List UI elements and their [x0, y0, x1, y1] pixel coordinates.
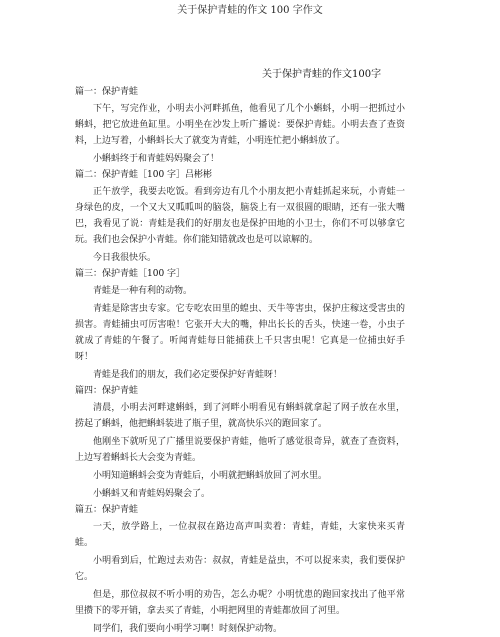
section-3 [75, 266, 405, 383]
section-4 [75, 383, 405, 502]
paragraph: 小蝌蚪又和青蛙妈妈聚会了。 [93, 489, 211, 499]
document-body [75, 84, 405, 637]
page-header: 关于保护青蛙的作文 100 字作文 [177, 5, 323, 16]
section-5 [75, 502, 405, 637]
paragraph: 青蛙是我们的朋友，我们必定要保护好青蛙呀！ [93, 370, 283, 380]
section-heading: 篇四：保护青蛙 [75, 386, 139, 396]
paragraph: 同学们，我们要向小明学习啊！时刻保护动物。 [93, 624, 283, 634]
section-heading: 篇一：保护青蛙 [75, 87, 139, 97]
paragraph: 今日我很快乐。 [93, 253, 157, 263]
paragraph: 正午放学，我要去吃饭。看到旁边有几个小朋友把小青蛙抓起来玩，小青蛙一身绿色的皮，一个又大又呱呱叫的脑袋，脑袋上有一双很圆的眼睛，还有一张大嘴巴，我看见了说：青蛙是我们的好朋友也是保护田地的小卫士，你们不可以够拿它玩。我们也会保护小青蛙。你们能知错就改也是可以谅解的。 [75, 187, 405, 245]
document-title: 关于保护青蛙的作文100字 [262, 69, 382, 80]
paragraph: 小蝌蚪终于和青蛙妈妈聚会了！ [93, 154, 220, 164]
paragraph: 下午，写完作业，小明去小河畔抓鱼，他看见了几个小蝌蚪，小明一把抓过小蝌蚪，把它放进鱼缸里。小明坐在沙发上听广播说：要保护青蛙。小明去查了查资料，上边写着，小蝌蚪长大了就变为青蛙，小明连忙把小蝌蚪放了。 [75, 104, 405, 146]
paragraph: 他刚坐下就听见了广播里说要保护青蛙，他听了感觉很奇异，就查了查资料，上边写着蝌蚪长大会变为青蛙。 [75, 437, 405, 463]
paragraph: 小明看到后，忙跑过去劝告：叔叔，青蛙是益虫，不可以捉来卖，我们要保护它。 [75, 556, 405, 582]
section-heading: 篇三：保护青蛙［100 字］ [75, 269, 186, 279]
paragraph: 但是，那位叔叔不听小明的劝告，怎么办呢？小明忧患的跑回家找出了他平常里攒下的零开销，拿去买了青蛙，小明把网里的青蛙都放回了河里。 [75, 590, 405, 616]
section-1 [75, 84, 405, 167]
paragraph: 小明知道蝌蚪会变为青蛙后，小明就把蝌蚪放回了河水里。 [93, 471, 328, 481]
paragraph: 一天，放学路上，一位叔叔在路边高声叫卖着：青蛙，青蛙，大家快来买青蛙。 [75, 522, 405, 548]
section-2 [75, 167, 405, 266]
paragraph: 青蛙是除害虫专家。它专吃农田里的蝗虫、天牛等害虫，保护庄稼这受害虫的损害。青蛙捕虫可厉害啦！它张开大大的嘴，伸出长长的舌头，快速一卷，小虫子就成了青蛙的午餐了。听闻青蛙每日能捕获上千只害虫呢！它真是一位捕虫好手呀！ [75, 304, 405, 362]
section-heading: 篇五：保护青蛙 [75, 505, 139, 515]
section-heading: 篇二：保护青蛙［100 字］吕彬彬 [75, 170, 213, 180]
paragraph: 青蛙是一种有利的动物。 [93, 286, 193, 296]
paragraph: 清晨，小明去河畔逮蝌蚪，到了河畔小明看见有蝌蚪就拿起了网子放在水里，捞起了蝌蚪，他把蝌蚪装进了瓶子里，就高快乐兴的跑回家了。 [75, 403, 405, 429]
